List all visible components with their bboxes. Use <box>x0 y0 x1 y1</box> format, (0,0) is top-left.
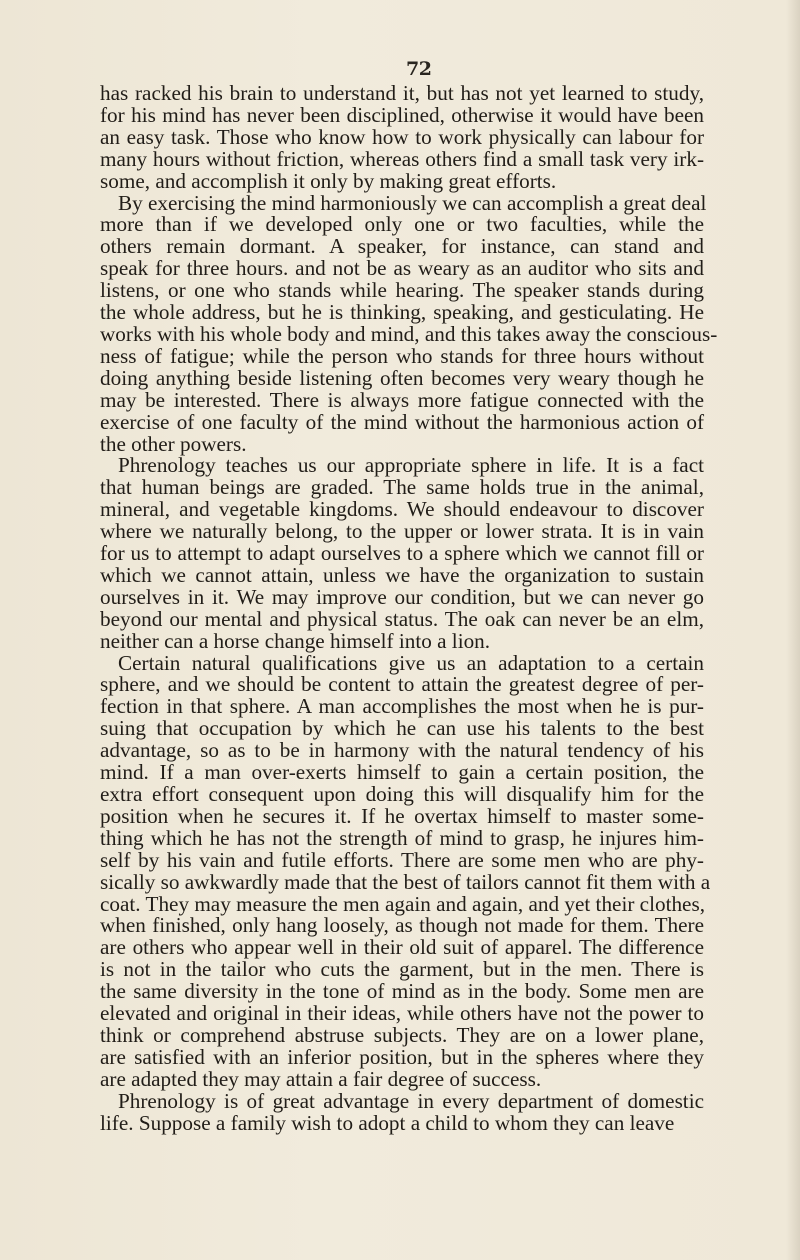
text-line: extra effort consequent upon doing this will disqualify him for the <box>100 782 704 806</box>
text-line: many hours without friction, whereas others find a small task very irk- <box>100 146 704 171</box>
page-edge-shadow <box>786 0 800 1260</box>
text-line: doing anything beside listening often becomes very weary though he <box>100 365 704 390</box>
paragraph <box>100 83 704 193</box>
text-line: Phrenology teaches us our appropriate sphere in life. It is a fact <box>118 453 704 478</box>
text-line: for us to attempt to adapt ourselves to a sphere which we cannot fill or <box>100 541 704 566</box>
text-line: exercise of one faculty of the mind without the harmonious action of <box>100 409 704 434</box>
text-line: more than if we developed only one or two faculties, while the <box>100 212 704 237</box>
text-line: may be interested. There is always more fatigue connected with the <box>100 387 704 412</box>
paragraph <box>100 650 711 1091</box>
text-line: ness of fatigue; while the person who stands for three hours without <box>100 343 704 368</box>
text-line: are adapted they may attain a fair degree of success. <box>100 1066 542 1091</box>
text-line: the same diversity in the tone of mind as in the body. Some men are <box>100 979 704 1004</box>
text-line: the other powers. <box>100 431 247 456</box>
text-line: mind. If a man over-exerts himself to gain a certain position, the <box>100 760 704 785</box>
text-line: life. Suppose a family wish to adopt a child to whom they can leave <box>100 1110 675 1135</box>
text-line: has racked his brain to understand it, but has not yet learned to study, <box>100 81 704 105</box>
text-line: self by his vain and futile efforts. There are some men who are phy- <box>100 847 704 872</box>
paragraph <box>100 1088 704 1135</box>
text-line: some, and accomplish it only by making great efforts. <box>100 168 557 193</box>
text-line: mineral, and vegetable kingdoms. We should endeavour to discover <box>100 497 704 522</box>
text-line: listens, or one who stands while hearing. The speaker stands during <box>100 278 704 303</box>
text-line: neither can a horse change himself into a lion. <box>100 628 491 653</box>
text-line: advantage, so as to be in harmony with the natural tendency of his <box>100 738 704 763</box>
page-number: 72 <box>406 58 432 80</box>
text-line: that human beings are graded. The same holds true in the animal, <box>100 475 704 500</box>
text-line: ourselves in it. We may improve our condition, but we can never go <box>100 584 704 609</box>
text-line: Certain natural qualifications give us an adaptation to a certain <box>118 650 704 675</box>
text-line: the whole address, but he is thinking, speaking, and gesticulating. He <box>100 300 704 325</box>
text-line: sically so awkwardly made that the best of tailors cannot fit them with a <box>100 869 711 894</box>
text-line: others remain dormant. A speaker, for instance, can stand and <box>100 234 704 259</box>
text-line: for his mind has never been disciplined, otherwise it would have been <box>100 102 704 127</box>
text-line: sphere, and we should be content to attain the greatest degree of per- <box>100 672 704 697</box>
text-line: coat. They may measure the men again and again, and yet their clothes, <box>100 891 705 916</box>
body-text <box>100 81 718 1135</box>
text-line: Phrenology is of great advantage in every department of domestic <box>118 1088 704 1113</box>
text-line: speak for three hours. and not be as weary as an auditor who sits and <box>100 256 704 281</box>
text-line: thing which he has not the strength of mind to grasp, he injures him- <box>100 825 704 850</box>
text-line: which we cannot attain, unless we have the organization to sustain <box>100 562 704 587</box>
text-line: think or comprehend abstruse subjects. They are on a lower plane, <box>100 1022 704 1047</box>
text-line: fection in that sphere. A man accomplishes the most when he is pur- <box>100 694 704 719</box>
text-line: By exercising the mind harmoniously we can accomplish a great deal <box>118 190 707 215</box>
text-line: works with his whole body and mind, and this takes away the conscious- <box>100 321 718 346</box>
text-line: when finished, only hang loosely, as though not made for them. There <box>100 913 704 938</box>
paragraph <box>100 455 704 652</box>
paragraph <box>100 190 718 456</box>
text-line: elevated and original in their ideas, while others have not the power to <box>100 1001 704 1026</box>
text-line: where we naturally belong, to the upper or lower strata. It is in vain <box>100 519 704 544</box>
text-line: an easy task. Those who know how to work physically can labour for <box>100 124 704 149</box>
text-line: suing that occupation by which he can use his talents to the best <box>100 716 704 741</box>
text-line: is not in the tailor who cuts the garment, but in the men. There is <box>100 957 704 982</box>
text-line: beyond our mental and physical status. The oak can never be an elm, <box>100 606 704 631</box>
text-line: position when he secures it. If he overtax himself to master some- <box>100 803 704 828</box>
text-line: are satisfied with an inferior position, but in the spheres where they <box>100 1044 704 1069</box>
text-line: are others who appear well in their old suit of apparel. The difference <box>100 935 704 960</box>
